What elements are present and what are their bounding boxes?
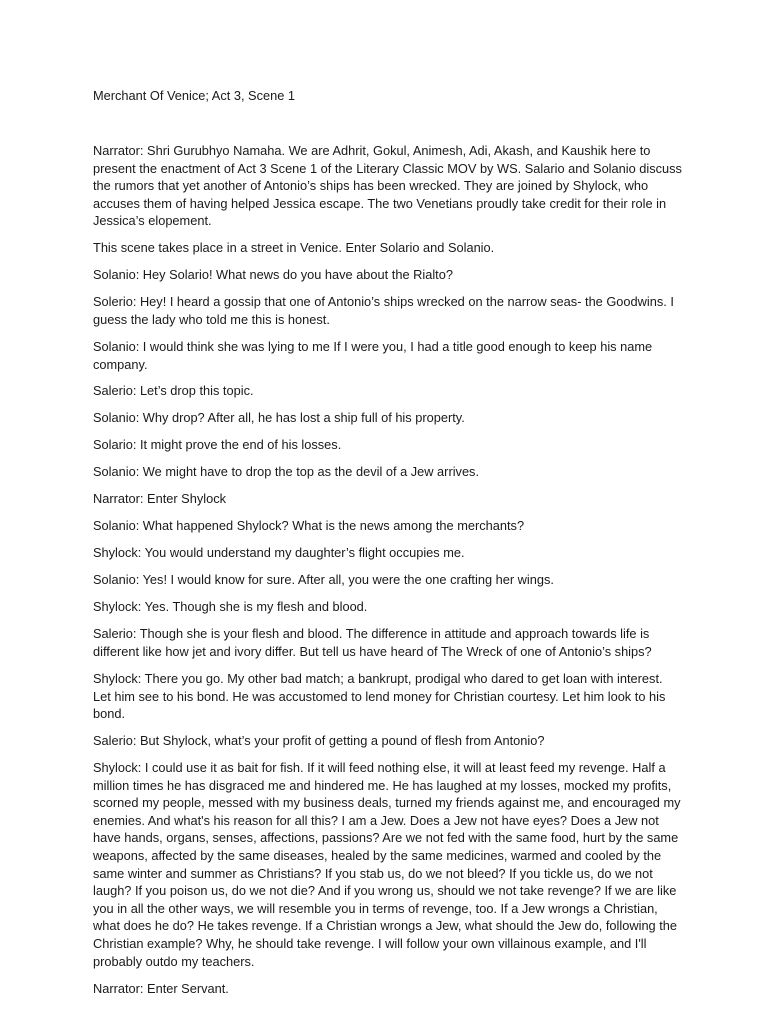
paragraph-dialogue: Solario: It might prove the end of his losses.: [93, 437, 342, 453]
paragraph-dialogue: Solanio: What happened Shylock? What is the news among the merchants?: [93, 518, 525, 534]
paragraph-dialogue: Salerio: But Shylock, what’s your profit of getting a pound of flesh from Antonio?: [93, 733, 545, 749]
paragraph-dialogue: Shylock: There you go. My other bad match; a bankrupt, prodigal who dared to get loan with interest. Let him see to his bond. He was accustomed to lend money for Christian courtesy. Let him look to his bond.: [93, 670, 666, 722]
paragraph-dialogue: Solanio: Yes! I would know for sure. After all, you were the one crafting her wings.: [93, 572, 554, 588]
document-title: Merchant Of Venice; Act 3, Scene 1: [93, 88, 296, 103]
paragraph-scene-setting: This scene takes place in a street in Venice. Enter Solario and Solanio.: [93, 240, 495, 256]
paragraph-narrator-intro: Narrator: Shri Gurubhyo Namaha. We are Adhrit, Gokul, Animesh, Adi, Akash, and Kaushik here to present the enactment of Act 3 Scene 1 of the Literary Classic MOV by WS. Salario and Solanio discuss the rumors that yet another of Antonio’s ships has been wrecked. They are joined by Shylock, who accuses them of having helped Jessica escape. The two Venetians proudly take credit for their role in Jessica’s elopement.: [93, 143, 682, 229]
paragraph-stage-direction: Narrator: Enter Shylock: [93, 491, 226, 507]
paragraph-dialogue: Solanio: Why drop? After all, he has lost a ship full of his property.: [93, 410, 465, 426]
paragraph-shylock-speech: Shylock: I could use it as bait for fish. If it will feed nothing else, it will at least feed my revenge. Half a million times he has disgraced me and hindered me. He has laughed at my losses, mocked my profits, scorned my people, messed with my business deals, turned my friends against me, and encouraged my enemies. And what's his reason for all this? I am a Jew. Does a Jew not have eyes? Does a Jew not have hands, organs, senses, affections, passions? Are we not fed with the same food, hurt by the same weapons, affected by the same diseases, healed by the same medicines, warmed and cooled by the same winter and summer as Christians? If you stab us, do we not bleed? If you tickle us, do we not laugh? If you poison us, do we not die? And if you wrong us, should we not take revenge? If we are like you in all the other ways, we will resemble you in terms of revenge, too. If a Jew wrongs a Christian, what does he do? He takes revenge. If a Christian wrongs a Jew, what should the Jew do, following the Christian example? Why, he should take revenge. I will follow your own villainous example, and I'll probably outdo my teachers.: [93, 760, 681, 969]
document-body: [93, 142, 683, 1007]
paragraph-stage-direction: Narrator: Enter Servant.: [93, 980, 229, 996]
paragraph-dialogue: Shylock: Yes. Though she is my flesh and blood.: [93, 599, 368, 615]
paragraph-dialogue: Solanio: Hey Solario! What news do you have about the Rialto?: [93, 267, 453, 283]
paragraph-dialogue: Salerio: Let’s drop this topic.: [93, 383, 254, 399]
paragraph-dialogue: Salerio: Though she is your flesh and blood. The difference in attitude and approach towards life is different like how jet and ivory differ. But tell us have heard of The Wreck of one of Antonio’s ships?: [93, 626, 652, 659]
paragraph-dialogue: Solerio: Hey! I heard a gossip that one of Antonio’s ships wrecked on the narrow seas- the Goodwins. I guess the lady who told me this is honest.: [93, 294, 674, 327]
paragraph-dialogue: Solanio: We might have to drop the top as the devil of a Jew arrives.: [93, 464, 480, 480]
paragraph-dialogue: Solanio: I would think she was lying to me If I were you, I had a title good enough to keep his name company.: [93, 338, 653, 372]
paragraph-dialogue: Shylock: You would understand my daughter’s flight occupies me.: [93, 545, 465, 561]
